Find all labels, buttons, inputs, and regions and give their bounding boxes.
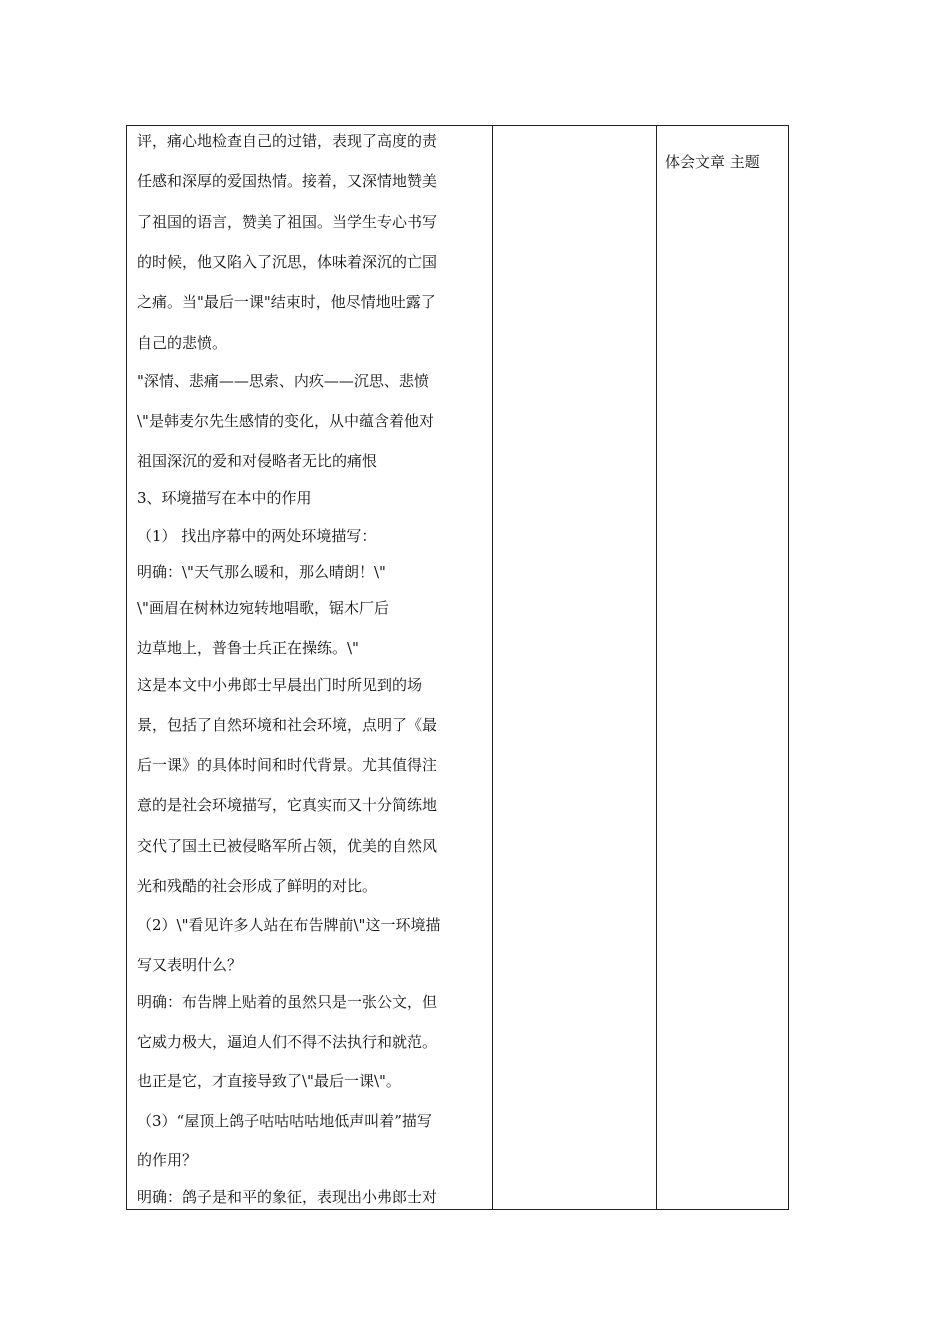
- text-line: 明确：鸽子是和平的象征，表现出小弗郎士对: [137, 1188, 438, 1206]
- text-line: 自己的悲愤。: [137, 334, 228, 352]
- text-line: "深情、悲痛——思索、内疚——沉思、悲愤: [137, 372, 429, 390]
- text-line: 也正是它，才直接导致了\"最后一课\"。: [137, 1072, 401, 1090]
- text-line: \"是韩麦尔先生感情的变化，从中蕴含着他对: [137, 412, 434, 430]
- text-line: \"画眉在树林边宛转地唱歌，锯木厂后: [137, 599, 389, 617]
- text-line: 光和残酷的社会形成了鲜明的对比。: [137, 877, 378, 895]
- text-line: 任感和深厚的爱国热情。接着，又深情地赞美: [137, 172, 438, 190]
- text-line: 边草地上，普鲁士兵正在操练。\": [137, 639, 359, 657]
- column-divider: [656, 126, 657, 1209]
- text-line: 景，包括了自然环境和社会环境，点明了《最: [137, 716, 438, 734]
- side-note: 体会文章 主题: [665, 153, 760, 171]
- text-line: 祖国深沉的爱和对侵略者无比的痛恨: [137, 452, 378, 470]
- text-line: 这是本文中小弗郎士早晨出门时所见到的场: [137, 676, 423, 694]
- text-line: 后一课》的具体时间和时代背景。尤其值得注: [137, 756, 438, 774]
- text-line: （3）“屋顶上鸽子咕咕咕咕地低声叫着”描写: [137, 1112, 432, 1130]
- text-line: 的时候，他又陷入了沉思，体味着深沉的亡国: [137, 253, 438, 271]
- text-line: 评，痛心地检查自己的过错，表现了高度的责: [137, 132, 438, 150]
- lesson-content-cell: [137, 126, 487, 1209]
- text-line: （2）\"看见许多人站在布告牌前\"这一环境描: [137, 916, 441, 934]
- text-line: 之痛。当"最后一课"结束时，他尽情地吐露了: [137, 293, 436, 311]
- text-line: 的作用？: [137, 1151, 198, 1169]
- text-line: 交代了国土已被侵略军所占领，优美的自然风: [137, 837, 438, 855]
- text-line: 意的是社会环境描写，它真实而又十分简练地: [137, 796, 438, 814]
- text-line: （1） 找出序幕中的两处环境描写：: [137, 527, 377, 545]
- text-line: 3、环境描写在本中的作用: [137, 489, 312, 507]
- text-line: 了祖国的语言，赞美了祖国。当学生专心书写: [137, 213, 438, 231]
- lesson-table: [126, 125, 789, 1210]
- text-line: 它威力极大，逼迫人们不得不法执行和就范。: [137, 1033, 438, 1051]
- text-line: 明确：\"天气那么暖和，那么晴朗！\": [137, 563, 386, 581]
- text-line: 写又表明什么？: [137, 956, 243, 974]
- text-line: 明确：布告牌上贴着的虽然只是一张公文，但: [137, 993, 438, 1011]
- column-divider: [492, 126, 493, 1209]
